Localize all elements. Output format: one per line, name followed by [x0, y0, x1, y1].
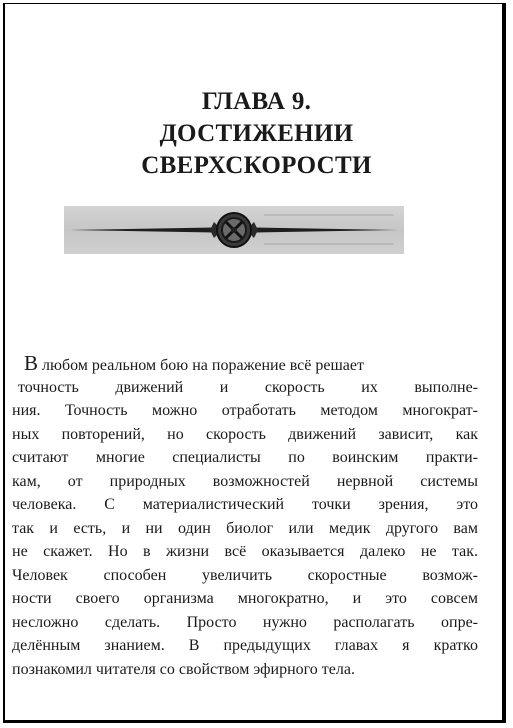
text-line: точность движений и скорость их выполне- [18, 378, 478, 396]
text-line: человека. С материалистический точки зрения, это [12, 496, 478, 513]
body-paragraph [12, 352, 478, 681]
text-line: несложно сделать. Просто нужно располагать опре- [12, 613, 478, 631]
chapter-title-line-2: СВЕРХСКОРОСТИ [141, 152, 372, 179]
text-line: так и есть, и ни один биолог или медик другого вам [12, 519, 478, 537]
text-line: кам, от природных возможностей нервной системы [12, 472, 478, 490]
text-line: ных повторений, но скорость движений зависит, как [12, 425, 478, 443]
chapter-heading [0, 86, 513, 182]
text-line: ности своего организма многократно, и это совсем [12, 590, 478, 607]
chapter-title-line-1: ДОСТИЖЕНИИ [159, 120, 354, 147]
chapter-number: ГЛАВА 9. [201, 88, 312, 115]
sword-ornament-icon [64, 206, 404, 254]
text-line: Человек способен увеличить скоростные возмож- [12, 566, 478, 584]
text-line: делённым знанием. В предыдущих главах я кратко [12, 637, 478, 654]
text-line-content: любом реальном бою на поражение всё решает [38, 357, 364, 374]
text-line [12, 352, 478, 376]
text-line: ния. Точность можно отработать методом многократ- [12, 402, 478, 419]
text-line: не скажет. Но в жизни всё оказывается далеко не так. [12, 543, 478, 560]
text-line: познакомил читателя со свойством эфирного тела. [12, 660, 355, 678]
text-line: считают многие специалисты по воинским практи- [12, 449, 478, 466]
drop-cap: В [24, 351, 39, 375]
